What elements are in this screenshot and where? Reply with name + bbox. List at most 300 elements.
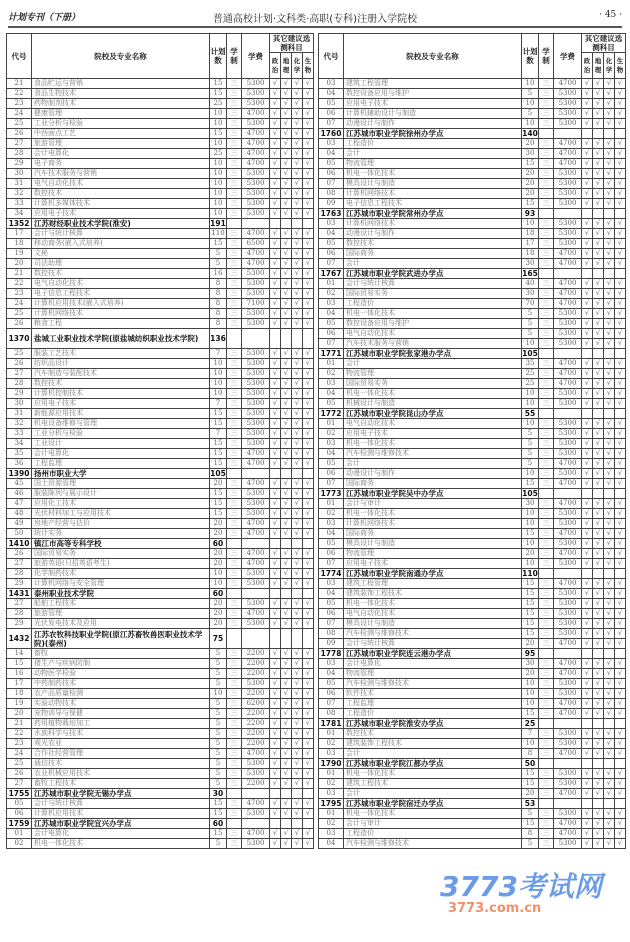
major-plan: 8 [210, 309, 227, 319]
major-plan: 15 [210, 129, 227, 139]
major-years: 三 [539, 359, 554, 369]
major-code: 24 [7, 109, 32, 119]
subject-check: √ [270, 389, 281, 399]
major-code: 05 [319, 599, 344, 609]
major-name: 船舶工程技术 [32, 599, 210, 609]
major-code: 24 [7, 299, 32, 309]
major-name: 计算机控制技术 [32, 389, 210, 399]
subject-check: √ [604, 119, 615, 129]
subject-check: √ [281, 509, 292, 519]
major-plan: 25 [210, 99, 227, 109]
major-plan: 15 [522, 529, 539, 539]
major-fee: 4700 [554, 639, 582, 649]
subject-check: √ [281, 569, 292, 579]
subject-check: √ [303, 419, 314, 429]
major-plan: 5 [522, 809, 539, 819]
major-fee: 5300 [554, 539, 582, 549]
empty-cell [242, 469, 270, 479]
major-fee: 5300 [554, 609, 582, 619]
major-years: 三 [227, 149, 242, 159]
major-plan: 20 [522, 789, 539, 799]
subject-check: √ [604, 539, 615, 549]
empty-cell [593, 489, 604, 499]
major-years: 三 [539, 579, 554, 589]
major-plan: 18 [522, 249, 539, 259]
subject-check: √ [292, 179, 303, 189]
school-plan-total: 105 [210, 469, 226, 478]
subject-check: √ [593, 119, 604, 129]
major-fee: 5300 [554, 89, 582, 99]
major-years: 三 [539, 79, 554, 89]
empty-cell [593, 269, 604, 279]
major-code: 03 [319, 579, 344, 589]
school-plan-total: 25 [522, 719, 539, 729]
subject-check: √ [303, 619, 314, 629]
major-row [319, 289, 626, 299]
major-code: 15 [7, 659, 32, 669]
major-code: 03 [319, 379, 344, 389]
subject-check: √ [270, 199, 281, 209]
watermark-sub: 3773.com.cn [448, 901, 542, 916]
subject-check: √ [582, 669, 593, 679]
empty-cell [554, 409, 582, 419]
subject-check: √ [303, 569, 314, 579]
subject-check: √ [593, 389, 604, 399]
subject-check: √ [593, 329, 604, 339]
major-row [7, 349, 314, 359]
subject-check: √ [292, 739, 303, 749]
major-name: 工业分析与检验 [32, 429, 210, 439]
major-name: 纺织品设计 [32, 359, 210, 369]
subject-check: √ [292, 839, 303, 849]
major-fee: 4700 [554, 359, 582, 369]
school-plan-total: 93 [522, 209, 539, 219]
major-row [7, 549, 314, 559]
subject-check: √ [582, 299, 593, 309]
major-name: 机电设备维修与管理 [32, 419, 210, 429]
subject-check: √ [615, 529, 626, 539]
major-years: 三 [539, 389, 554, 399]
major-name: 电子商务 [32, 159, 210, 169]
subject-check: √ [270, 249, 281, 259]
subject-check: √ [593, 819, 604, 829]
major-code: 29 [7, 579, 32, 589]
major-fee: 5300 [554, 839, 582, 849]
major-plan: 15 [522, 589, 539, 599]
major-years: 三 [539, 369, 554, 379]
empty-cell [582, 209, 593, 219]
major-fee: 4700 [554, 139, 582, 149]
major-name: 中药制药技术 [32, 679, 210, 689]
major-code: 01 [7, 829, 32, 839]
subject-check: √ [303, 489, 314, 499]
major-years: 三 [227, 209, 242, 219]
major-years: 三 [539, 469, 554, 479]
major-fee: 5300 [554, 589, 582, 599]
major-plan: 5 [210, 679, 227, 689]
major-name: 动漫设计与制作 [344, 119, 522, 129]
major-fee: 5300 [554, 679, 582, 689]
school-row [319, 799, 626, 809]
major-plan: 10 [210, 179, 227, 189]
subject-check: √ [292, 569, 303, 579]
major-years: 三 [539, 419, 554, 429]
major-fee: 2200 [242, 739, 270, 749]
subject-check: √ [593, 619, 604, 629]
subject-check: √ [270, 569, 281, 579]
major-row [319, 419, 626, 429]
major-name: 动漫设计与制作 [344, 229, 522, 239]
major-name: 建筑装饰工程技术 [344, 739, 522, 749]
subject-check: √ [270, 379, 281, 389]
major-years: 三 [539, 549, 554, 559]
major-fee: 5300 [242, 189, 270, 199]
major-name: 国际贸易实务 [32, 549, 210, 559]
subject-check: √ [582, 789, 593, 799]
major-code: 06 [319, 469, 344, 479]
subject-check: √ [292, 309, 303, 319]
major-row [7, 279, 314, 289]
major-years: 三 [227, 619, 242, 629]
subject-check: √ [593, 79, 604, 89]
major-years: 三 [539, 299, 554, 309]
major-years: 三 [227, 839, 242, 849]
major-row [319, 89, 626, 99]
major-fee: 5300 [242, 489, 270, 499]
subject-check: √ [303, 549, 314, 559]
col-subject-s4: 生物 [303, 53, 314, 79]
major-years: 三 [539, 189, 554, 199]
major-plan: 7 [522, 729, 539, 739]
major-code: 26 [7, 549, 32, 559]
major-row [7, 199, 314, 209]
subject-check: √ [582, 819, 593, 829]
subject-check: √ [270, 99, 281, 109]
major-plan: 15 [210, 489, 227, 499]
subject-check: √ [582, 389, 593, 399]
subject-check: √ [593, 319, 604, 329]
subject-check: √ [303, 249, 314, 259]
major-row [319, 329, 626, 339]
major-row [319, 389, 626, 399]
empty-cell [227, 539, 242, 549]
major-name: 电子信息工程技术 [344, 199, 522, 209]
empty-cell [604, 269, 615, 279]
major-plan: 10 [522, 219, 539, 229]
subject-check: √ [281, 419, 292, 429]
subject-check: √ [292, 389, 303, 399]
empty-cell [270, 329, 281, 349]
major-fee: 5300 [242, 179, 270, 189]
subject-check: √ [281, 189, 292, 199]
subject-check: √ [281, 599, 292, 609]
subject-check: √ [615, 449, 626, 459]
major-fee: 4700 [554, 829, 582, 839]
subject-check: √ [281, 399, 292, 409]
subject-check: √ [281, 79, 292, 89]
major-years: 三 [227, 749, 242, 759]
major-name: 会计电算化 [32, 449, 210, 459]
section-title: 普通高校计划·文科类·高职(专科)注册入学院校 [212, 14, 418, 25]
major-years: 三 [539, 249, 554, 259]
col-subjects: 其它建议选测科目 [270, 34, 314, 53]
subject-check: √ [615, 389, 626, 399]
school-name: 江苏城市职业学院常州办学点 [344, 209, 522, 219]
major-row [7, 709, 314, 719]
subject-check: √ [604, 379, 615, 389]
major-row [319, 109, 626, 119]
subject-check: √ [281, 409, 292, 419]
school-code: 1790 [319, 759, 344, 769]
subject-check: √ [582, 109, 593, 119]
subject-check: √ [582, 639, 593, 649]
major-name: 司法助理 [32, 259, 210, 269]
major-fee: 5300 [554, 469, 582, 479]
subject-check: √ [270, 649, 281, 659]
major-years: 三 [539, 109, 554, 119]
subject-check: √ [303, 179, 314, 189]
subject-check: √ [615, 289, 626, 299]
major-row [7, 79, 314, 89]
subject-check: √ [292, 479, 303, 489]
major-plan: 5 [210, 759, 227, 769]
subject-check: √ [281, 309, 292, 319]
major-code: 03 [319, 789, 344, 799]
major-row [7, 619, 314, 629]
subject-check: √ [582, 99, 593, 109]
major-fee: 4700 [554, 369, 582, 379]
subject-check: √ [604, 739, 615, 749]
major-name: 食品生物技术 [32, 89, 210, 99]
subject-check: √ [604, 279, 615, 289]
subject-check: √ [270, 579, 281, 589]
major-plan: 15 [522, 629, 539, 639]
subject-check: √ [281, 499, 292, 509]
major-name: 机电一体化技术 [344, 769, 522, 779]
major-years: 三 [227, 449, 242, 459]
major-name: 农业机械应用技术 [32, 769, 210, 779]
major-years: 三 [539, 499, 554, 509]
major-plan: 15 [210, 459, 227, 469]
subject-check: √ [582, 699, 593, 709]
subject-check: √ [270, 409, 281, 419]
subject-check: √ [582, 199, 593, 209]
subject-check: √ [270, 79, 281, 89]
major-code: 34 [7, 209, 32, 219]
major-fee: 5300 [242, 119, 270, 129]
major-row [7, 99, 314, 109]
major-fee: 5300 [554, 599, 582, 609]
major-name: 会计电算化 [344, 659, 522, 669]
school-plan-total: 60 [210, 819, 227, 829]
subject-check: √ [303, 609, 314, 619]
subject-check: √ [270, 149, 281, 159]
subject-check: √ [281, 349, 292, 359]
major-name: 服装陈列与展示设计 [32, 489, 210, 499]
major-fee: 5300 [554, 179, 582, 189]
subject-check: √ [270, 459, 281, 469]
major-row [7, 429, 314, 439]
major-plan: 5 [522, 459, 539, 469]
major-row [319, 119, 626, 129]
major-years: 三 [539, 319, 554, 329]
major-plan: 30 [522, 499, 539, 509]
major-row [7, 269, 314, 279]
subject-check: √ [303, 289, 314, 299]
subject-check: √ [270, 319, 281, 329]
school-name: 江苏城市职业学院张家港办学点 [344, 349, 522, 359]
major-plan: 10 [210, 159, 227, 169]
subject-check: √ [303, 169, 314, 179]
subject-check: √ [593, 699, 604, 709]
subject-check: √ [281, 529, 292, 539]
subject-check: √ [270, 449, 281, 459]
major-plan: 10 [522, 389, 539, 399]
subject-check: √ [604, 369, 615, 379]
subject-check: √ [281, 609, 292, 619]
subject-check: √ [270, 269, 281, 279]
major-plan: 10 [522, 739, 539, 749]
major-fee: 5300 [242, 599, 270, 609]
major-years: 三 [539, 309, 554, 319]
empty-cell [270, 789, 281, 799]
major-plan: 7 [210, 349, 227, 359]
major-code: 20 [7, 259, 32, 269]
major-name: 服装工艺技术 [32, 349, 210, 359]
subject-check: √ [604, 839, 615, 849]
major-code: 09 [319, 199, 344, 209]
major-code: 05 [319, 99, 344, 109]
school-name: 江苏城市职业学院昆山办学点 [344, 409, 522, 419]
subject-check: √ [270, 239, 281, 249]
major-code: 25 [7, 759, 32, 769]
subject-check: √ [604, 159, 615, 169]
school-code: 1352 [7, 219, 32, 229]
major-name: 物流管理 [344, 669, 522, 679]
subject-check: √ [615, 679, 626, 689]
major-name: 会计与统计核算 [344, 639, 522, 649]
subject-check: √ [582, 779, 593, 789]
major-fee: 4700 [242, 519, 270, 529]
major-plan: 10 [210, 109, 227, 119]
major-code: 17 [7, 229, 32, 239]
major-years: 三 [227, 659, 242, 669]
subject-check: √ [270, 599, 281, 609]
subject-check: √ [615, 119, 626, 129]
school-code: 1774 [319, 569, 344, 579]
major-years: 三 [539, 819, 554, 829]
empty-cell [281, 629, 292, 649]
major-code: 07 [319, 559, 344, 569]
subject-check: √ [582, 629, 593, 639]
subject-check: √ [582, 159, 593, 169]
major-name: 文秘 [32, 249, 210, 259]
subject-check: √ [303, 189, 314, 199]
major-name: 国际商务 [344, 249, 522, 259]
major-row [319, 379, 626, 389]
major-years: 三 [227, 349, 242, 359]
major-code: 07 [319, 179, 344, 189]
subject-check: √ [615, 429, 626, 439]
major-code: 03 [319, 299, 344, 309]
empty-cell [604, 349, 615, 359]
subject-check: √ [303, 829, 314, 839]
subject-check: √ [615, 399, 626, 409]
subject-check: √ [303, 429, 314, 439]
empty-cell [539, 349, 554, 359]
subject-check: √ [270, 669, 281, 679]
major-plan: 5 [522, 89, 539, 99]
major-years: 三 [539, 589, 554, 599]
major-plan: 5 [210, 739, 227, 749]
major-fee: 5300 [554, 509, 582, 519]
major-code: 31 [7, 179, 32, 189]
major-code: 02 [319, 779, 344, 789]
empty-cell [554, 799, 582, 809]
school-row [7, 329, 314, 349]
major-name: 机电一体化技术 [344, 809, 522, 819]
major-row [7, 119, 314, 129]
subject-check: √ [582, 449, 593, 459]
major-code: 45 [7, 479, 32, 489]
major-name: 汽车检测与维修技术 [344, 449, 522, 459]
empty-cell [242, 589, 270, 599]
col-subject-s3: 化学 [292, 53, 303, 79]
major-plan: 7 [210, 399, 227, 409]
empty-cell [582, 719, 593, 729]
major-fee: 5300 [242, 389, 270, 399]
major-fee: 4700 [554, 299, 582, 309]
subject-check: √ [270, 139, 281, 149]
major-code: 19 [7, 249, 32, 259]
subject-check: √ [303, 379, 314, 389]
subject-check: √ [582, 399, 593, 409]
major-fee: 5300 [242, 79, 270, 89]
major-plan: 10 [522, 469, 539, 479]
major-code: 06 [319, 329, 344, 339]
empty-cell [615, 759, 626, 769]
major-code: 04 [319, 389, 344, 399]
major-code: 01 [319, 769, 344, 779]
major-plan: 20 [210, 599, 227, 609]
major-fee: 5300 [554, 339, 582, 349]
empty-cell [582, 799, 593, 809]
major-years: 三 [539, 789, 554, 799]
subject-check: √ [615, 709, 626, 719]
subject-check: √ [281, 729, 292, 739]
subject-check: √ [615, 699, 626, 709]
major-years: 三 [227, 79, 242, 89]
subject-check: √ [604, 619, 615, 629]
major-code: 21 [7, 719, 32, 729]
major-row [319, 659, 626, 669]
subject-check: √ [593, 789, 604, 799]
major-code: 34 [7, 439, 32, 449]
subject-check: √ [281, 749, 292, 759]
major-years: 三 [539, 629, 554, 639]
major-row [7, 459, 314, 469]
subject-check: √ [303, 399, 314, 409]
subject-check: √ [604, 419, 615, 429]
major-fee: 4700 [242, 449, 270, 459]
major-code: 02 [319, 509, 344, 519]
school-row [319, 349, 626, 359]
major-years: 三 [539, 619, 554, 629]
major-plan: 70 [522, 299, 539, 309]
major-fee: 4700 [242, 259, 270, 269]
major-fee: 4700 [242, 229, 270, 239]
subject-check: √ [292, 89, 303, 99]
